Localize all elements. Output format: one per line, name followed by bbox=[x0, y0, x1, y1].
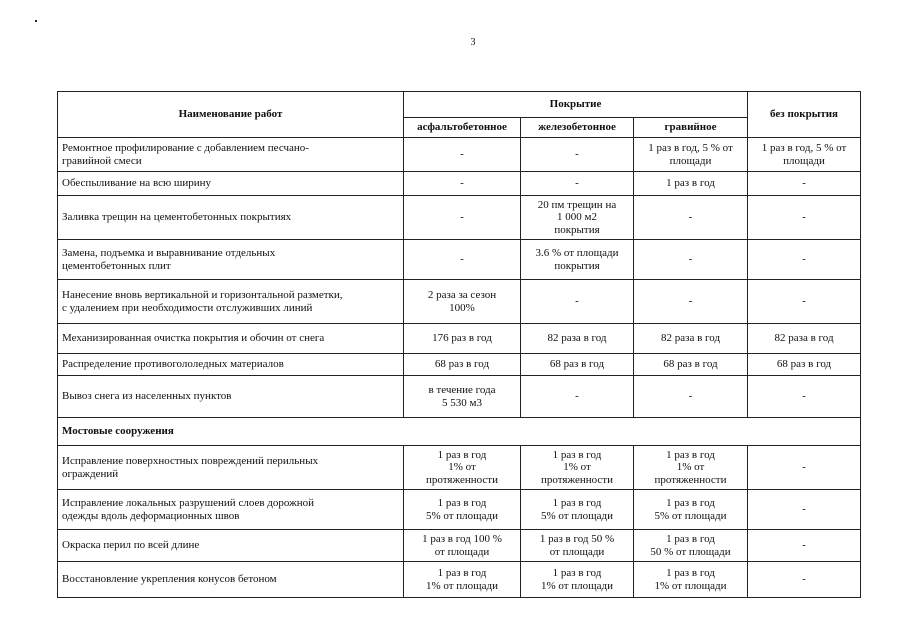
work-name-cell: Восстановление укрепления конусов бетоном bbox=[58, 562, 404, 598]
asphalt-cell: 176 раз в год bbox=[404, 324, 521, 354]
asphalt-cell: - bbox=[404, 172, 521, 196]
gravel-cell: - bbox=[634, 376, 748, 418]
asphalt-cell: 1 раз в год 100 % от площади bbox=[404, 530, 521, 562]
table-row bbox=[58, 490, 861, 530]
table-row bbox=[58, 354, 861, 376]
concrete-cell: - bbox=[521, 138, 634, 172]
header-work-name: Наименование работ bbox=[58, 92, 404, 138]
no-coating-cell: - bbox=[748, 562, 861, 598]
table-row bbox=[58, 138, 861, 172]
gravel-cell: 1 раз в год, 5 % от площади bbox=[634, 138, 748, 172]
asphalt-cell: 1 раз в год 5% от площади bbox=[404, 490, 521, 530]
table-row bbox=[58, 280, 861, 324]
header-coating: Покрытие bbox=[404, 92, 748, 118]
gravel-cell: 1 раз в год 50 % от площади bbox=[634, 530, 748, 562]
section-title: Мостовые сооружения bbox=[58, 418, 861, 446]
work-name-cell: Исправление поверхностных повреждений перильных ограждений bbox=[58, 446, 404, 490]
no-coating-cell: - bbox=[748, 446, 861, 490]
table-row bbox=[58, 446, 861, 490]
header-row-top bbox=[58, 92, 861, 118]
work-name-cell: Замена, подъемка и выравнивание отдельных цементобетонных плит bbox=[58, 240, 404, 280]
scan-speck bbox=[35, 20, 37, 22]
concrete-cell: 68 раз в год bbox=[521, 354, 634, 376]
asphalt-cell: 68 раз в год bbox=[404, 354, 521, 376]
no-coating-cell: - bbox=[748, 196, 861, 240]
asphalt-cell: в течение года 5 530 м3 bbox=[404, 376, 521, 418]
gravel-cell: 1 раз в год 1% от протяженности bbox=[634, 446, 748, 490]
page-number: 3 bbox=[470, 37, 476, 48]
gravel-cell: 1 раз в год 1% от площади bbox=[634, 562, 748, 598]
gravel-cell: - bbox=[634, 280, 748, 324]
asphalt-cell: - bbox=[404, 240, 521, 280]
gravel-cell: - bbox=[634, 196, 748, 240]
work-name-cell: Заливка трещин на цементобетонных покрытиях bbox=[58, 196, 404, 240]
table-row bbox=[58, 196, 861, 240]
table-row bbox=[58, 376, 861, 418]
gravel-cell: 82 раза в год bbox=[634, 324, 748, 354]
asphalt-cell: - bbox=[404, 196, 521, 240]
table-row bbox=[58, 240, 861, 280]
concrete-cell: 1 раз в год 50 % от площади bbox=[521, 530, 634, 562]
concrete-cell: 1 раз в год 5% от площади bbox=[521, 490, 634, 530]
asphalt-cell: - bbox=[404, 138, 521, 172]
concrete-cell: - bbox=[521, 376, 634, 418]
header-asphalt: асфальтобетонное bbox=[404, 118, 521, 138]
work-name-cell: Окраска перил по всей длине bbox=[58, 530, 404, 562]
work-name-cell: Вывоз снега из населенных пунктов bbox=[58, 376, 404, 418]
header-gravel: гравийное bbox=[634, 118, 748, 138]
no-coating-cell: - bbox=[748, 172, 861, 196]
header-concrete: железобетонное bbox=[521, 118, 634, 138]
concrete-cell: 20 пм трещин на 1 000 м2 покрытия bbox=[521, 196, 634, 240]
asphalt-cell: 1 раз в год 1% от протяженности bbox=[404, 446, 521, 490]
concrete-cell: 1 раз в год 1% от площади bbox=[521, 562, 634, 598]
concrete-cell: 82 раза в год bbox=[521, 324, 634, 354]
work-name-cell: Ремонтное профилирование с добавлением песчано- гравийной смеси bbox=[58, 138, 404, 172]
concrete-cell: - bbox=[521, 280, 634, 324]
section-row bbox=[58, 418, 861, 446]
asphalt-cell: 1 раз в год 1% от площади bbox=[404, 562, 521, 598]
concrete-cell: 1 раз в год 1% от протяженности bbox=[521, 446, 634, 490]
work-name-cell: Распределение противогололедных материалов bbox=[58, 354, 404, 376]
gravel-cell: 1 раз в год bbox=[634, 172, 748, 196]
gravel-cell: - bbox=[634, 240, 748, 280]
gravel-cell: 68 раз в год bbox=[634, 354, 748, 376]
no-coating-cell: 82 раза в год bbox=[748, 324, 861, 354]
table-row bbox=[58, 172, 861, 196]
no-coating-cell: - bbox=[748, 376, 861, 418]
concrete-cell: 3.6 % от площади покрытия bbox=[521, 240, 634, 280]
work-name-cell: Исправление локальных разрушений слоев дорожной одежды вдоль деформационных швов bbox=[58, 490, 404, 530]
no-coating-cell: - bbox=[748, 240, 861, 280]
table-row bbox=[58, 324, 861, 354]
no-coating-cell: 68 раз в год bbox=[748, 354, 861, 376]
gravel-cell: 1 раз в год 5% от площади bbox=[634, 490, 748, 530]
no-coating-cell: - bbox=[748, 490, 861, 530]
concrete-cell: - bbox=[521, 172, 634, 196]
asphalt-cell: 2 раза за сезон 100% bbox=[404, 280, 521, 324]
no-coating-cell: - bbox=[748, 530, 861, 562]
work-name-cell: Обеспыливание на всю ширину bbox=[58, 172, 404, 196]
no-coating-cell: 1 раз в год, 5 % от площади bbox=[748, 138, 861, 172]
no-coating-cell: - bbox=[748, 280, 861, 324]
table-row bbox=[58, 530, 861, 562]
header-no-coating: без покрытия bbox=[748, 92, 861, 138]
work-name-cell: Нанесение вновь вертикальной и горизонтальной разметки, с удалением при необходимости отслуживших линий bbox=[58, 280, 404, 324]
table-row bbox=[58, 562, 861, 598]
works-table bbox=[57, 91, 861, 598]
work-name-cell: Механизированная очистка покрытия и обочин от снега bbox=[58, 324, 404, 354]
